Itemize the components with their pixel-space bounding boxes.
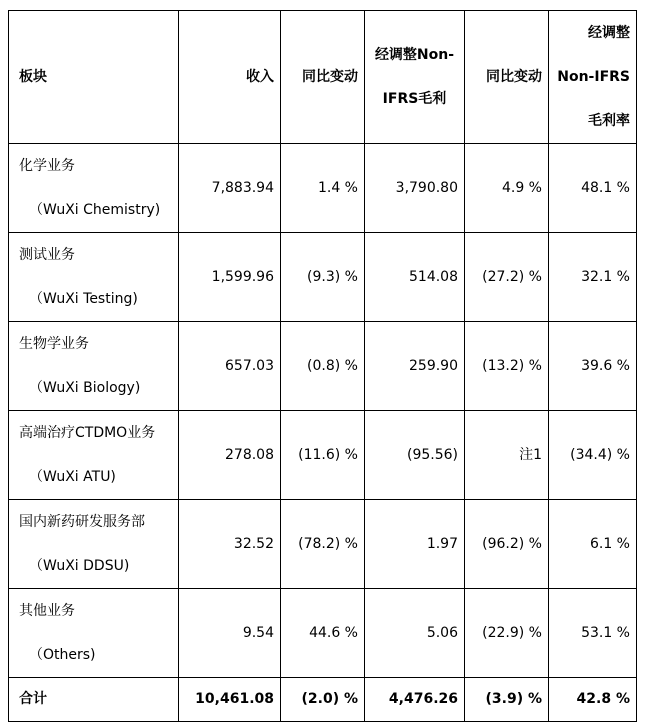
table-row (9, 233, 637, 322)
segment-cell (9, 233, 179, 322)
total-revenue: 10,461.08 (179, 678, 281, 722)
gross-profit-yoy-cell: 注1 (465, 411, 549, 500)
margin-cell: 48.1 % (549, 144, 637, 233)
revenue-cell: 32.52 (179, 500, 281, 589)
revenue-yoy-cell: (78.2) % (281, 500, 365, 589)
gross-profit-yoy-cell: (27.2) % (465, 233, 549, 322)
total-gross-profit-yoy: (3.9) % (465, 678, 549, 722)
table-header-row (9, 11, 637, 144)
header-margin (549, 11, 637, 144)
gross-profit-cell: 1.97 (365, 500, 465, 589)
margin-cell: 39.6 % (549, 322, 637, 411)
segment-name-en: （WuXi Biology) (29, 380, 141, 396)
header-revenue-yoy: 同比变动 (281, 11, 365, 144)
margin-cell: 32.1 % (549, 233, 637, 322)
header-margin-line-3: 毛利率 (588, 113, 630, 129)
segment-name-cn: 化学业务 (19, 158, 75, 174)
segment-name-cn: 高端治疗CTDMO业务 (19, 425, 156, 441)
segment-name-en: （Others) (29, 647, 96, 663)
header-gross-profit (365, 11, 465, 144)
margin-cell: 6.1 % (549, 500, 637, 589)
segment-cell (9, 500, 179, 589)
segment-name-en: （WuXi Testing) (29, 291, 138, 307)
segment-name-en: （WuXi ATU) (29, 469, 116, 485)
revenue-yoy-cell: (0.8) % (281, 322, 365, 411)
revenue-yoy-cell: 1.4 % (281, 144, 365, 233)
segment-name-en: （WuXi DDSU) (29, 558, 130, 574)
segment-cell (9, 144, 179, 233)
revenue-cell: 7,883.94 (179, 144, 281, 233)
segment-cell (9, 589, 179, 678)
header-segment: 板块 (9, 11, 179, 144)
revenue-yoy-cell: (11.6) % (281, 411, 365, 500)
header-gross-profit-line-1: 经调整Non- (374, 47, 455, 63)
table-row (9, 144, 637, 233)
revenue-cell: 1,599.96 (179, 233, 281, 322)
segment-cell (9, 411, 179, 500)
segment-table-container (8, 10, 636, 722)
margin-cell: (34.4) % (549, 411, 637, 500)
header-revenue: 收入 (179, 11, 281, 144)
revenue-cell: 278.08 (179, 411, 281, 500)
total-margin: 42.8 % (549, 678, 637, 722)
gross-profit-yoy-cell: (13.2) % (465, 322, 549, 411)
header-margin-line-2: Non-IFRS (557, 69, 630, 85)
table-row (9, 322, 637, 411)
revenue-cell: 9.54 (179, 589, 281, 678)
gross-profit-cell: (95.56) (365, 411, 465, 500)
header-gross-profit-yoy: 同比变动 (465, 11, 549, 144)
revenue-cell: 657.03 (179, 322, 281, 411)
table-row (9, 411, 637, 500)
segment-name-cn: 其他业务 (19, 603, 75, 619)
total-gross-profit: 4,476.26 (365, 678, 465, 722)
gross-profit-cell: 5.06 (365, 589, 465, 678)
gross-profit-yoy-cell: (22.9) % (465, 589, 549, 678)
gross-profit-cell: 3,790.80 (365, 144, 465, 233)
total-label: 合计 (9, 678, 179, 722)
gross-profit-yoy-cell: (96.2) % (465, 500, 549, 589)
segment-results-table (8, 10, 637, 722)
segment-name-cn: 国内新药研发服务部 (19, 514, 145, 530)
header-margin-line-1: 经调整 (588, 25, 630, 41)
table-total-row (9, 678, 637, 722)
header-gross-profit-line-2: IFRS毛利 (382, 91, 447, 107)
segment-cell (9, 322, 179, 411)
revenue-yoy-cell: (9.3) % (281, 233, 365, 322)
revenue-yoy-cell: 44.6 % (281, 589, 365, 678)
margin-cell: 53.1 % (549, 589, 637, 678)
gross-profit-yoy-cell: 4.9 % (465, 144, 549, 233)
segment-name-cn: 测试业务 (19, 247, 75, 263)
segment-name-cn: 生物学业务 (19, 336, 89, 352)
total-revenue-yoy: (2.0) % (281, 678, 365, 722)
table-row (9, 500, 637, 589)
gross-profit-cell: 514.08 (365, 233, 465, 322)
segment-name-en: （WuXi Chemistry) (29, 202, 161, 218)
table-row (9, 589, 637, 678)
gross-profit-cell: 259.90 (365, 322, 465, 411)
